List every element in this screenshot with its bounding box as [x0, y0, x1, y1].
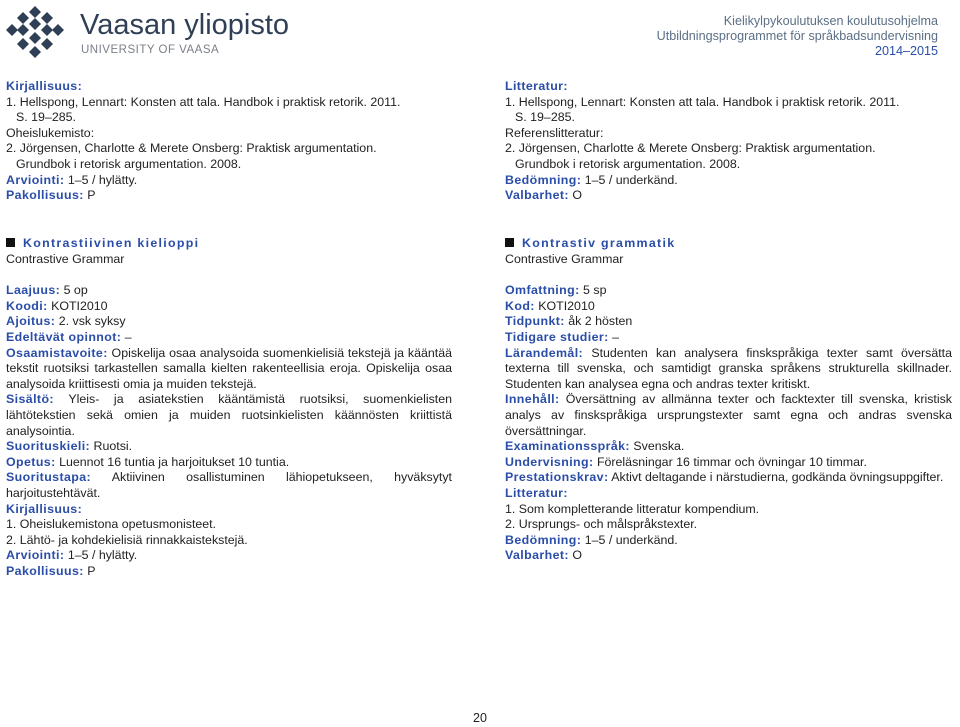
- bedomning-label: Bedömning:: [505, 532, 582, 547]
- literature-item-cont: Grundbok i retorisk argumentation. 2008.: [515, 156, 741, 171]
- course-subtitle: Contrastive Grammar: [6, 251, 125, 266]
- top-left-block: [6, 79, 452, 204]
- omfattning-label: Omfattning:: [505, 283, 580, 298]
- undervisning-label: Undervisning:: [505, 454, 594, 469]
- logo-subtitle: UNIVERSITY OF VAASA: [81, 44, 220, 56]
- course-title: Kontrastiivinen kielioppi: [23, 236, 200, 250]
- undervisning-value: Föreläsningar 16 timmar och övningar 10 timmar.: [593, 454, 867, 469]
- tidigare-studier-value: –: [608, 329, 619, 344]
- sisalto-value: Yleis- ja asiatekstien kääntämistä ruotsiksi, suomenkielisten lähtötekstien sekä omien ja muiden ruotsinkielisten käännösten kriittistä analysointia.: [6, 392, 452, 438]
- literature-item: 2. Jörgensen, Charlotte & Merete Onsberg: Praktisk argumentation.: [505, 141, 876, 156]
- program-header: [657, 14, 938, 59]
- bullet-square-icon: [6, 238, 15, 247]
- examinationssprak-value: Svenska.: [629, 439, 685, 454]
- omfattning-value: 5 sp: [579, 283, 607, 298]
- literature-item-cont: Grundbok i retorisk argumentation. 2008.: [16, 156, 242, 171]
- bullet-square-icon: [505, 238, 514, 247]
- kirjallisuus-label: Kirjallisuus:: [6, 501, 83, 516]
- opetus-label: Opetus:: [6, 454, 56, 469]
- koodi-value: KOTI2010: [47, 298, 108, 313]
- bedomning-value: 1–5 / underkänd.: [581, 532, 678, 547]
- litteratur-label: Litteratur:: [505, 79, 568, 93]
- suoritustapa-label: Suoritustapa:: [6, 470, 92, 485]
- arviointi-value: 1–5 / hylätty.: [64, 548, 138, 563]
- bedomning-label: Bedömning:: [505, 172, 582, 187]
- litteratur-label: Litteratur:: [505, 485, 568, 500]
- prestationskrav-label: Prestationskrav:: [505, 470, 609, 485]
- ajoitus-value: 2. vsk syksy: [55, 314, 126, 329]
- prestationskrav-value: Aktivt deltagande i närstudierna, godkända övningsuppgifter.: [608, 470, 944, 485]
- supplementary-label: Oheislukemisto:: [6, 125, 95, 140]
- logo-name: Vaasan yliopisto: [80, 9, 290, 41]
- suoritustapa-value: Aktiivinen osallistuminen lähiopetukseen, hyväksytyt harjoitustehtävät.: [6, 470, 452, 500]
- valbarhet-value: O: [568, 188, 583, 203]
- arviointi-label: Arviointi:: [6, 172, 65, 187]
- valbarhet-label: Valbarhet:: [505, 188, 569, 203]
- opetus-value: Luennot 16 tuntia ja harjoitukset 10 tuntia.: [55, 454, 290, 469]
- larandemal-label: Lärandemål:: [505, 345, 584, 360]
- edeltavat-value: –: [121, 329, 132, 344]
- suorituskieli-label: Suorituskieli:: [6, 439, 91, 454]
- arviointi-value: 1–5 / hylätty.: [64, 172, 138, 187]
- page-number: 20: [473, 711, 487, 725]
- arviointi-label: Arviointi:: [6, 548, 65, 563]
- laajuus-value: 5 op: [60, 283, 88, 298]
- pakollisuus-label: Pakollisuus:: [6, 563, 84, 578]
- valbarhet-value: O: [568, 548, 583, 563]
- literature-item: 1. Oheislukemistona opetusmonisteet.: [6, 517, 217, 532]
- course-section-fi: [6, 236, 452, 579]
- program-name-sv: Utbildningsprogrammet för språkbadsundervisning: [656, 29, 938, 43]
- kirjallisuus-label: Kirjallisuus:: [6, 79, 83, 93]
- bedomning-value: 1–5 / underkänd.: [581, 172, 678, 187]
- tidpunkt-value: åk 2 hösten: [564, 314, 633, 329]
- pakollisuus-value: P: [83, 563, 96, 578]
- literature-item: 2. Lähtö- ja kohdekielisiä rinnakkaistekstejä.: [6, 532, 248, 547]
- pakollisuus-label: Pakollisuus:: [6, 188, 84, 203]
- kod-value: KOTI2010: [534, 298, 595, 313]
- examinationssprak-label: Examinationsspråk:: [505, 439, 630, 454]
- university-logo: [6, 6, 290, 58]
- program-name-fi: Kielikylpykoulutuksen koulutusohjelma: [723, 14, 938, 28]
- osaamistavoite-value: Opiskelija osaa analysoida suomenkielisiä tekstejä ja kääntää tekstit ruotsiksi tarkastellen samalla kielten rakenteellisia eroja. Opiskelija osaa analysoida kriittisesti omia ja muiden tekstejä.: [6, 345, 452, 391]
- reference-label: Referenslitteratur:: [505, 125, 604, 140]
- literature-item-cont: S. 19–285.: [16, 110, 76, 125]
- literature-item: 1. Hellspong, Lennart: Konsten att tala. Handbok i praktisk retorik. 2011.: [505, 94, 900, 109]
- literature-item-cont: S. 19–285.: [515, 110, 575, 125]
- tidigare-studier-label: Tidigare studier:: [505, 329, 609, 344]
- literature-item: 1. Som kompletterande litteratur kompendium.: [505, 501, 760, 516]
- laajuus-label: Laajuus:: [6, 283, 61, 298]
- valbarhet-label: Valbarhet:: [505, 548, 569, 563]
- kod-label: Kod:: [505, 298, 535, 313]
- innehall-value: Översättning av allmänna texter och facktexter till svenska, kristisk analys av finskspråkiga ursprungstexter samt egna och andras svenska översättningar.: [505, 392, 952, 438]
- larandemal-value: Studenten kan analysera finskspråkiga texter samt översätta texterna till svenska, och samtidigt granska språkens strukturella skillnader. Studenten kan analysea egna och andras texter kritiskt.: [505, 345, 952, 391]
- koodi-label: Koodi:: [6, 298, 48, 313]
- osaamistavoite-label: Osaamistavoite:: [6, 345, 108, 360]
- course-subtitle: Contrastive Grammar: [505, 251, 624, 266]
- academic-years: 2014–2015: [874, 44, 938, 58]
- course-section-sv: [505, 236, 952, 564]
- course-title: Kontrastiv grammatik: [522, 236, 676, 250]
- suorituskieli-value: Ruotsi.: [90, 439, 133, 454]
- pakollisuus-value: P: [83, 188, 96, 203]
- literature-item: 1. Hellspong, Lennart: Konsten att tala. Handbok i praktisk retorik. 2011.: [6, 94, 401, 109]
- top-right-block: [505, 79, 952, 204]
- edeltavat-label: Edeltävät opinnot:: [6, 329, 122, 344]
- tidpunkt-label: Tidpunkt:: [505, 314, 565, 329]
- ajoitus-label: Ajoitus:: [6, 314, 56, 329]
- literature-item: 2. Ursprungs- och målspråkstexter.: [505, 517, 698, 532]
- sisalto-label: Sisältö:: [6, 392, 54, 407]
- innehall-label: Innehåll:: [505, 392, 560, 407]
- university-emblem-icon: [6, 6, 64, 58]
- literature-item: 2. Jörgensen, Charlotte & Merete Onsberg: Praktisk argumentation.: [6, 141, 377, 156]
